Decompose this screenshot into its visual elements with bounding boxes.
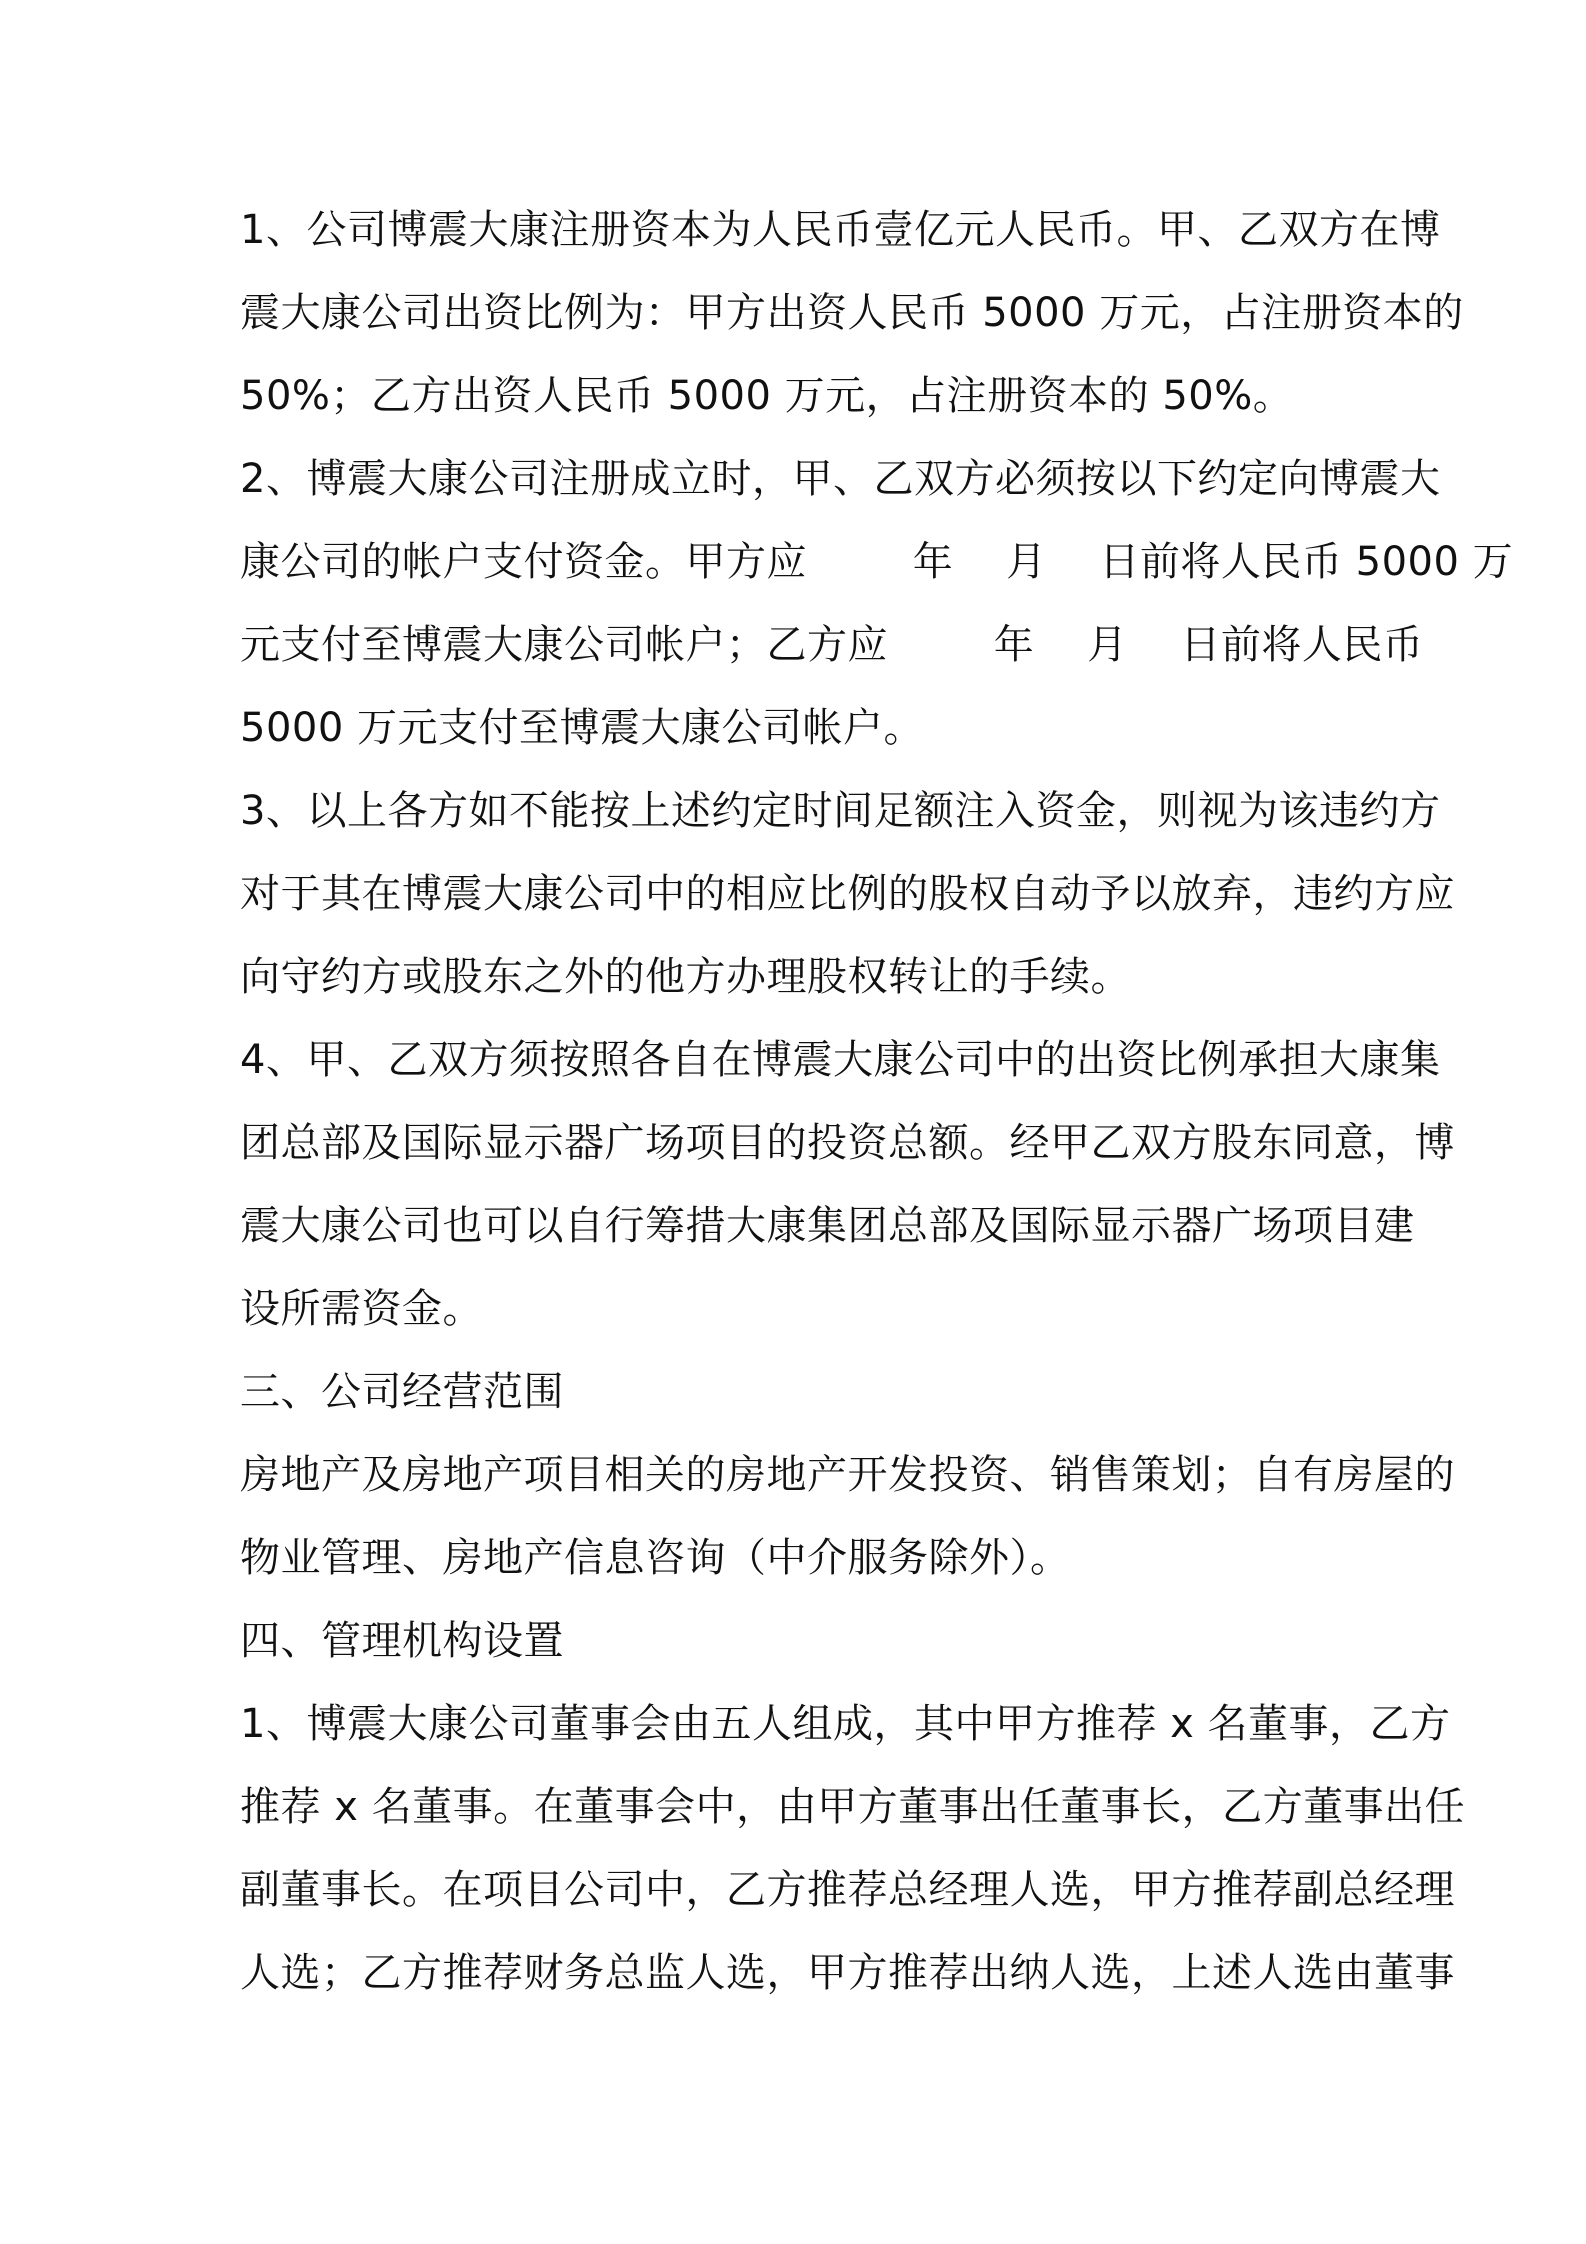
text-line: 2、博震大康公司注册成立时，甲、乙双方必须按以下约定向博震大 [240,456,1441,502]
text-line: 元支付至博震大康公司帐户；乙方应 年 月 日前将人民币 [240,622,1424,668]
text-line: 人选；乙方推荐财务总监人选，甲方推荐出纳人选，上述人选由董事 [240,1950,1455,1996]
text-line: 4、甲、乙双方须按照各自在博震大康公司中的出资比例承担大康集 [240,1037,1441,1083]
text-line: 康公司的帐户支付资金。甲方应 年 月 日前将人民币 5000 万 [240,539,1514,585]
text-line: 1、博震大康公司董事会由五人组成，其中甲方推荐 x 名董事，乙方 [240,1701,1451,1747]
text-line: 1、公司博震大康注册资本为人民币壹亿元人民币。甲、乙双方在博 [240,207,1441,253]
text-line: 震大康公司也可以自行筹措大康集团总部及国际显示器广场项目建 [240,1203,1415,1249]
text-line: 设所需资金。 [240,1286,483,1332]
text-line: 向守约方或股东之外的他方办理股权转让的手续。 [240,954,1131,1000]
text-line: 房地产及房地产项目相关的房地产开发投资、销售策划；自有房屋的 [240,1452,1455,1498]
text-line: 3、以上各方如不能按上述约定时间足额注入资金，则视为该违约方 [240,788,1441,834]
text-line: 50%；乙方出资人民币 5000 万元，占注册资本的 50%。 [240,373,1294,419]
text-line: 团总部及国际显示器广场项目的投资总额。经甲乙双方股东同意，博 [240,1120,1455,1166]
section-heading: 三、公司经营范围 [240,1369,564,1415]
text-line: 对于其在博震大康公司中的相应比例的股权自动予以放弃，违约方应 [240,871,1455,917]
section-heading: 四、管理机构设置 [240,1618,564,1664]
text-line: 推荐 x 名董事。在董事会中，由甲方董事出任董事长，乙方董事出任 [240,1784,1466,1830]
text-line: 物业管理、房地产信息咨询（中介服务除外）。 [240,1535,1071,1581]
text-line: 副董事长。在项目公司中，乙方推荐总经理人选，甲方推荐副总经理 [240,1867,1455,1913]
text-line: 5000 万元支付至博震大康公司帐户。 [240,705,925,751]
text-line: 震大康公司出资比例为：甲方出资人民币 5000 万元，占注册资本的 [240,290,1464,336]
